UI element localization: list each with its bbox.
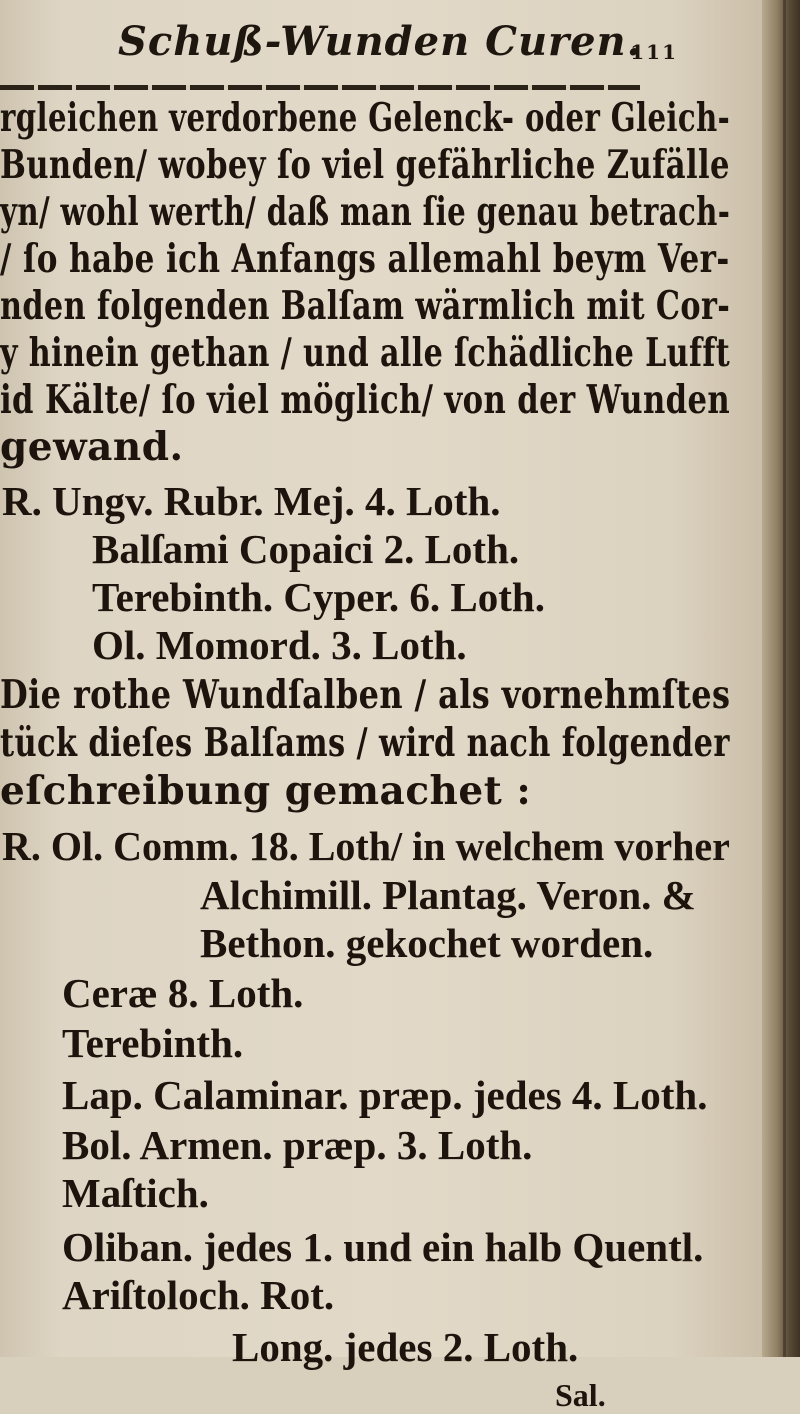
gutter-shadow [783, 0, 786, 1357]
text-line: / ſo habe ich Anfangs allemahl beym Ver- [0, 236, 730, 282]
recipe-line: Lap. Calaminar. præp. jedes 4. Loth. [62, 1072, 708, 1118]
text-line: tück dieſes Balſams / wird nach folgender [0, 720, 730, 766]
text-line: Bunden/ wobey ſo viel gefährliche Zufälle [0, 142, 730, 188]
text-line: gewand. [0, 424, 184, 470]
running-title: Schuß-Wunden Curen. [118, 18, 642, 65]
text-line: rgleichen verdorbene Gelenck- oder Gleich- [0, 95, 731, 141]
recipe-line: Bol. Armen. præp. 3. Loth. [62, 1122, 533, 1168]
recipe-line: R. Ol. Comm. 18. Loth/ in welchem vorher [2, 823, 730, 869]
recipe-line: R. Ungv. Rubr. Mej. 4. Loth. [2, 478, 501, 524]
recipe-line: Ol. Momord. 3. Loth. [92, 622, 467, 668]
recipe-line: Balſami Copaici 2. Loth. [92, 526, 520, 572]
header-rule [0, 85, 640, 90]
text-line: Die rothe Wundſalben / als vornehmſtes [0, 672, 731, 718]
page-header [118, 18, 678, 74]
text-line: id Kälte/ ſo viel möglich/ von der Wunden [0, 377, 731, 423]
catchword: Sal. [555, 1377, 606, 1413]
book-gutter [762, 0, 800, 1357]
text-line: eſchreibung gemachet : [0, 768, 532, 814]
recipe-line: Long. jedes 2. Loth. [232, 1324, 579, 1370]
recipe-line: Terebinth. Cyper. 6. Loth. [92, 574, 545, 620]
recipe-line: Oliban. jedes 1. und ein halb Quentl. [62, 1224, 704, 1270]
recipe-line: Ariſtoloch. Rot. [62, 1272, 335, 1318]
recipe-line: Ceræ 8. Loth. [62, 970, 304, 1016]
recipe-line: Terebinth. [62, 1020, 244, 1066]
page-number: 111 [630, 40, 678, 64]
text-line: nden folgenden Balſam wärmlich mit Cor- [0, 283, 731, 329]
recipe-line: Maſtich. [62, 1170, 209, 1216]
recipe-line: Alchimill. Plantag. Veron. & [200, 872, 696, 918]
text-line: yn/ wohl werth/ daß man ſie genau betrach- [0, 189, 731, 235]
text-line: y hinein gethan / und alle ſchädliche Lufft [0, 330, 731, 376]
recipe-line: Bethon. gekochet worden. [200, 920, 654, 966]
